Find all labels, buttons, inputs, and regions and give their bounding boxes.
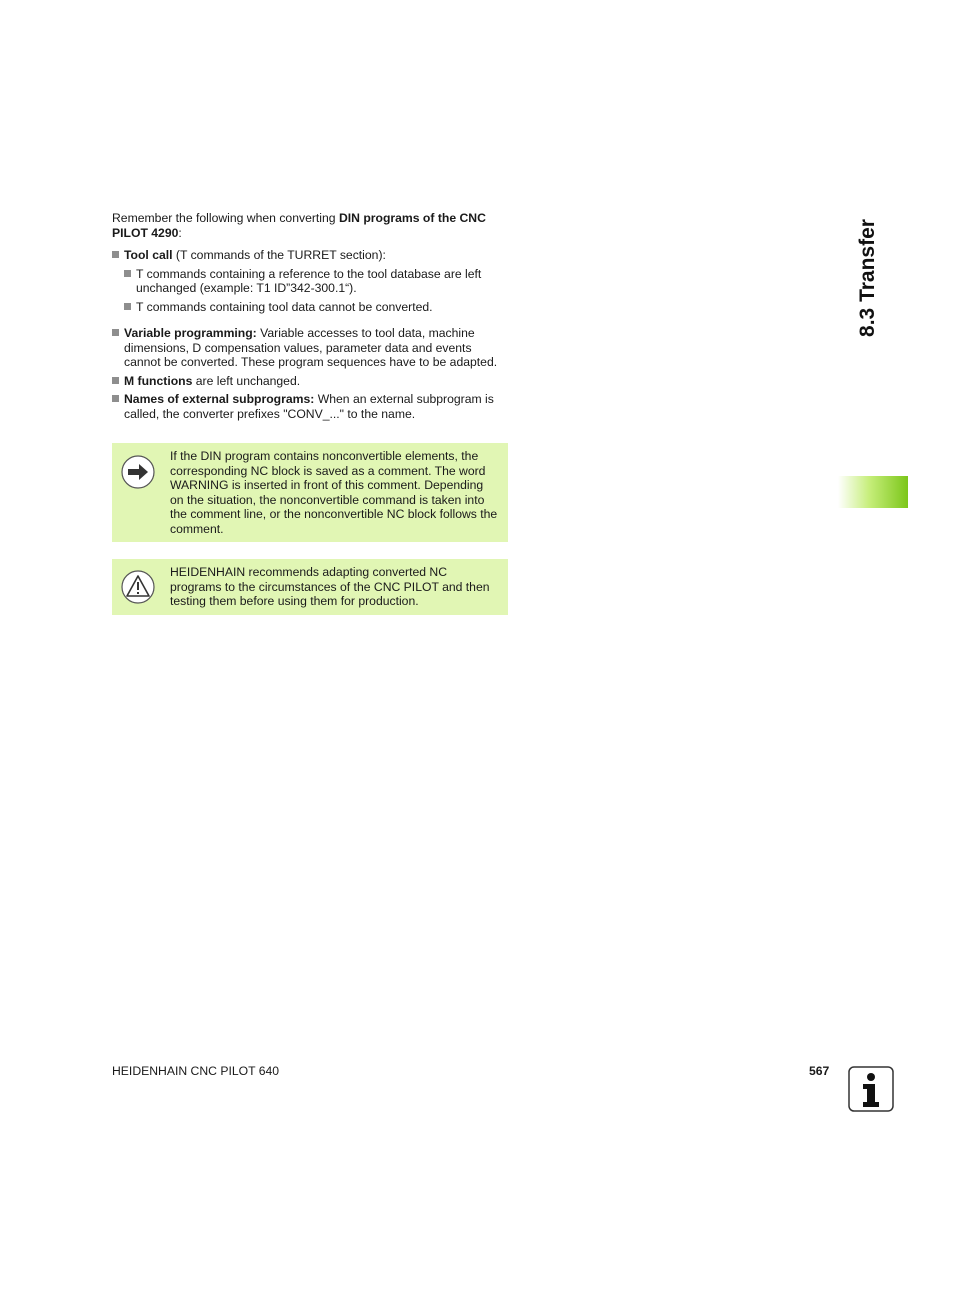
sub-bullet-tool-database [112,267,510,296]
tip-note-box [112,443,508,542]
bullet-square-icon [112,329,119,336]
bullet-square-icon [124,303,131,310]
intro-text: Remember the following when converting [112,211,339,225]
bullet-variable-programming [112,326,510,370]
bullet-bold: Names of external subprograms: [124,392,315,406]
warning-note-text: HEIDENHAIN recommends adapting converted NC programs to the circumstances of the CNC PILOT and then testing them before using them for production. [170,565,490,608]
section-title-vertical [848,216,888,340]
bullet-bold: Variable programming: [124,326,257,340]
bullet-bold: Tool call [124,248,173,262]
intro-bold: DIN programs of the CNC PILOT 4290 [112,211,486,240]
bullet-text: (T commands of the TURRET section): [172,248,386,262]
warning-note-box [112,559,508,615]
bullet-square-icon [112,251,119,258]
chapter-tab [838,476,908,508]
bullet-text: When an external subprogram is called, the converter prefixes "CONV_..." to the name. [124,392,494,421]
sub-bullet-text: T commands containing a reference to the tool database are left unchanged (example: T1 ID”342-300.1“). [136,266,482,295]
bullet-text: Variable accesses to tool data, machine dimensions, D compensation values, parameter data and events cannot be converted. These program sequences have to be adapted. [124,326,498,369]
warning-triangle-icon [121,570,155,604]
sub-bullet-tool-data [112,300,510,315]
bullet-text: are left unchanged. [192,373,301,388]
intro-paragraph [112,211,510,240]
bullet-bold: M functions [124,373,193,388]
main-content [112,211,510,425]
bullet-m-functions [112,374,510,389]
intro-end: : [178,225,182,240]
footer-product: HEIDENHAIN CNC PILOT 640 [112,1064,280,1078]
info-icon [848,1066,894,1112]
tip-note-text: If the DIN program contains nonconvertible elements, the corresponding NC block is saved as a comment. The word WARNING is inserted in front of this comment. Depending on the situation, the nonconvertible command is taken into the comment line, or the nonconvertible NC block follows the comment. [170,449,498,536]
page-number: 567 [809,1064,830,1078]
bullet-square-icon [124,270,131,277]
section-title: 8.3 Transfer [856,219,879,337]
sub-bullet-text: T commands containing tool data cannot be converted. [136,299,433,314]
bullet-square-icon [112,377,119,384]
bullet-external-subprograms [112,392,510,421]
bullet-tool-call [112,248,510,263]
arrow-right-icon [121,455,155,489]
bullet-square-icon [112,395,119,402]
